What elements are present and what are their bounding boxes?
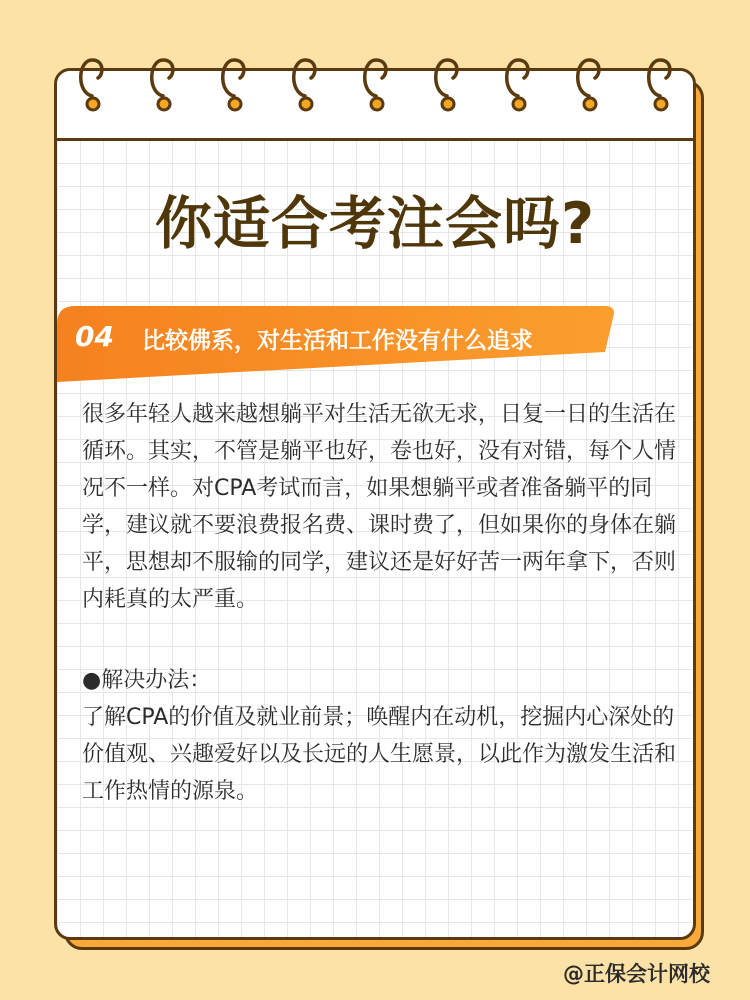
spiral-ring (507, 60, 528, 110)
spiral-ring (81, 60, 102, 110)
solution-block (82, 662, 686, 810)
section-heading: 比较佛系，对生活和工作没有什么追求 (142, 328, 533, 354)
spiral-ring (223, 60, 244, 110)
spiral-ring (436, 60, 457, 110)
spiral-ring (578, 60, 599, 110)
spiral-ring (294, 60, 315, 110)
page-title: 你适合考注会吗? (154, 191, 596, 257)
section-banner (57, 306, 617, 382)
solution-label: ●解决办法： (82, 668, 212, 693)
solution-text: 了解CPA的价值及就业前景；唤醒内在动机，挖掘内心深处的价值观、兴趣爱好以及长远的人生愿景，以此作为激发生活和工作热情的源泉。 (82, 705, 677, 804)
spiral-rings-svg (54, 52, 696, 122)
section-number: 04 (75, 320, 114, 353)
watermark: @正保会计网校 (563, 962, 710, 986)
spiral-ring (152, 60, 173, 110)
body-text: 很多年轻人越来越想躺平对生活无欲无求，日复一日的生活在循环。其实，不管是躺平也好，卷也好，没有对错，每个人情况不一样。对CPA考试而言，如果想躺平或者准备躺平的同学，建议就不要浪费报名费、课时费了，但如果你的身体在躺平，思想却不服输的同学，建议还是好好苦一两年拿下，否则内耗真的太严重。 (82, 402, 677, 612)
spiral-rings (54, 52, 696, 122)
spiral-ring (365, 60, 386, 110)
spiral-ring (649, 60, 670, 110)
